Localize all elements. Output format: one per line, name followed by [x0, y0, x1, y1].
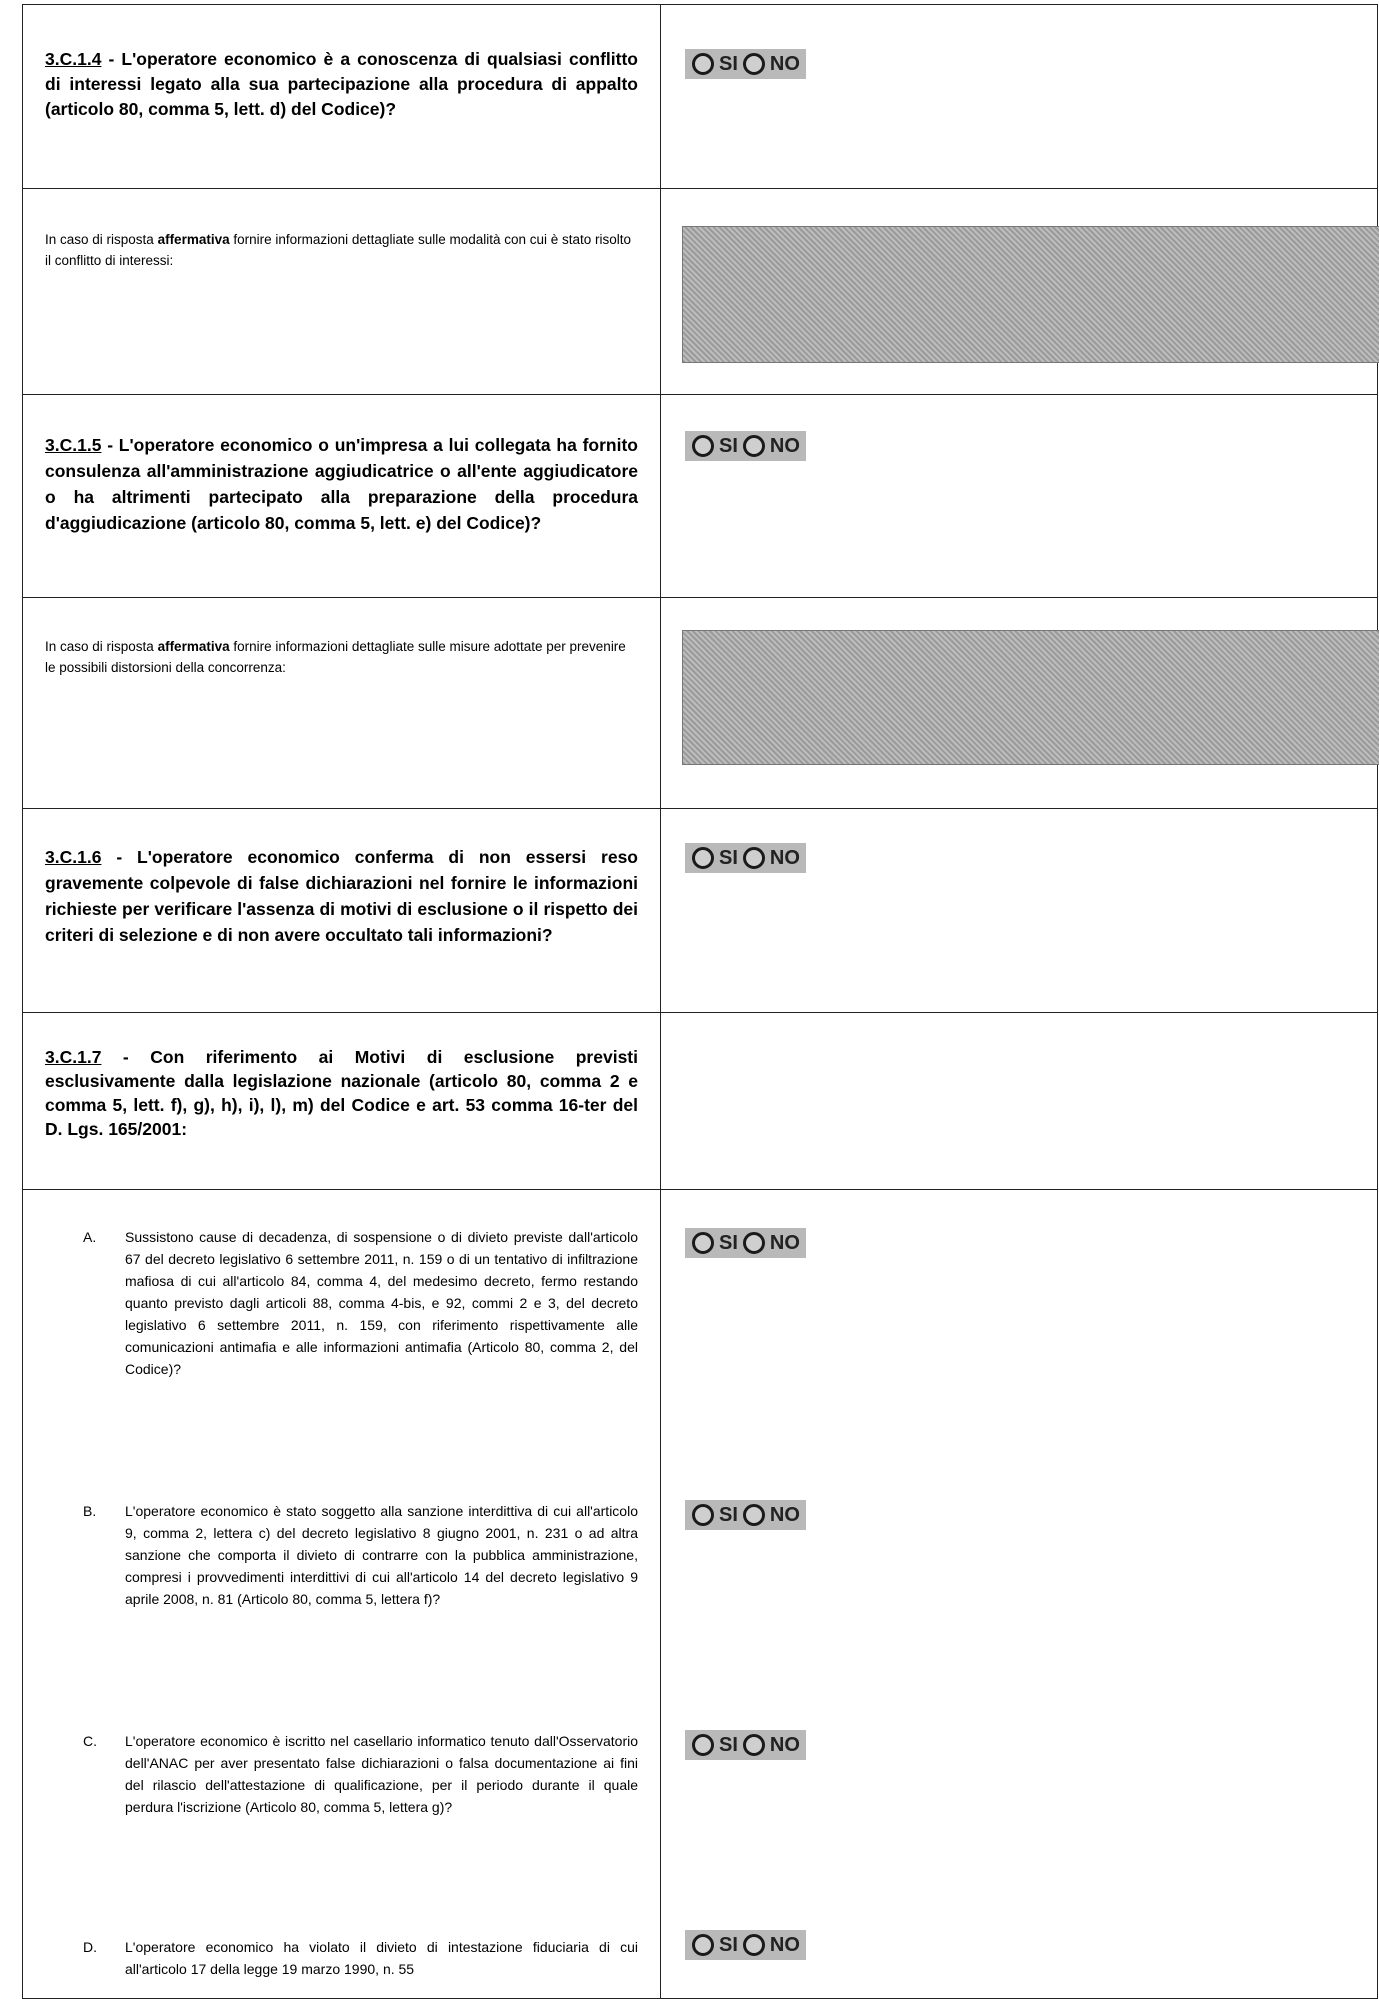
- question-cell: [23, 189, 661, 395]
- si-label: SI: [719, 846, 738, 869]
- answer-cell: [661, 5, 1378, 189]
- si-no-selector: [685, 843, 806, 873]
- dgue-form-table: [22, 4, 1378, 1999]
- detail-suffix: fornire informazioni dettagliate sulle misure adottate per prevenire le possibili distorsioni della concorrenza:: [45, 639, 626, 675]
- question-code: 3.C.1.6: [45, 847, 102, 867]
- detail-instruction: [45, 636, 638, 678]
- list-item-d: [23, 1936, 638, 1980]
- answer-cell: [661, 598, 1378, 809]
- si-label: SI: [719, 1503, 738, 1526]
- row-3c14: [23, 5, 1378, 189]
- question-text: - L'operatore economico conferma di non essersi reso gravemente colpevole di false dichiarazioni nel fornire le informazioni richieste per verificare l'assenza di motivi di esclusione o il rispetto dei criteri di selezione e di non avere occultato tali informazioni?: [45, 847, 638, 945]
- row-3c15-detail: [23, 598, 1378, 809]
- no-label: NO: [769, 1231, 800, 1254]
- si-radio[interactable]: [692, 847, 714, 869]
- list-item-b: [23, 1500, 638, 1610]
- no-radio[interactable]: [743, 1934, 765, 1956]
- question-text: - Con riferimento ai Motivi di esclusione previsti esclusivamente dalla legislazione nazionale (articolo 80, comma 2 e comma 5, lett. f), g), h), i), l), m) del Codice e art. 53 comma 16-ter del D. Lgs. 165/2001:: [45, 1047, 638, 1139]
- no-label: NO: [769, 1503, 800, 1526]
- si-radio[interactable]: [692, 435, 714, 457]
- question-3c16: [45, 844, 638, 948]
- no-label: NO: [769, 846, 800, 869]
- question-code: 3.C.1.5: [45, 435, 102, 455]
- si-radio[interactable]: [692, 1504, 714, 1526]
- row-3c17: [23, 1013, 1378, 1190]
- si-radio[interactable]: [692, 1232, 714, 1254]
- no-label: NO: [769, 1933, 800, 1956]
- detail-textarea[interactable]: [682, 630, 1379, 765]
- no-radio[interactable]: [743, 53, 765, 75]
- question-3c15: [45, 432, 638, 536]
- question-cell: [23, 809, 661, 1013]
- question-3c17: [45, 1045, 638, 1141]
- question-cell: [23, 1013, 661, 1190]
- list-item-c: [23, 1730, 638, 1818]
- si-no-selector-d: [685, 1930, 806, 1960]
- detail-textarea[interactable]: [682, 226, 1379, 363]
- si-radio[interactable]: [692, 1934, 714, 1956]
- answer-cell: [661, 809, 1378, 1013]
- row-3c15: [23, 395, 1378, 598]
- question-code: 3.C.1.4: [45, 49, 102, 69]
- question-text: - L'operatore economico o un'impresa a lui collegata ha fornito consulenza all'amministrazione aggiudicatrice o all'ente aggiudicatore o ha altrimenti partecipato alla preparazione della procedura d'aggiudicazione (articolo 80, comma 5, lett. e) del Codice)?: [45, 435, 638, 533]
- si-no-selector: [685, 49, 806, 79]
- answer-cell: [661, 1013, 1378, 1190]
- no-label: NO: [769, 1733, 800, 1756]
- item-letter: B.: [83, 1503, 97, 1519]
- answer-cell: [661, 1190, 1378, 1999]
- list-item-a: [23, 1226, 638, 1380]
- si-label: SI: [719, 434, 738, 457]
- question-text: - L'operatore economico è a conoscenza di qualsiasi conflitto di interessi legato alla sua partecipazione alla procedura di appalto (articolo 80, comma 5, lett. d) del Codice)?: [45, 49, 638, 119]
- item-letter: C.: [83, 1733, 97, 1749]
- no-radio[interactable]: [743, 435, 765, 457]
- no-radio[interactable]: [743, 1504, 765, 1526]
- si-label: SI: [719, 1733, 738, 1756]
- no-radio[interactable]: [743, 1232, 765, 1254]
- item-text: L'operatore economico ha violato il divieto di intestazione fiduciaria di cui all'articolo 17 della legge 19 marzo 1990, n. 55: [125, 1939, 638, 1977]
- si-label: SI: [719, 52, 738, 75]
- si-radio[interactable]: [692, 53, 714, 75]
- question-cell: [23, 395, 661, 598]
- answer-cell: [661, 189, 1378, 395]
- item-letter: D.: [83, 1939, 97, 1955]
- item-text: L'operatore economico è iscritto nel casellario informatico tenuto dall'Osservatorio dell'ANAC per aver presentato false dichiarazioni o falsa documentazione ai fini del rilascio dell'attestazione di qualificazione, per il periodo durante il quale perdura l'iscrizione (Articolo 80, comma 5, lettera g)?: [125, 1733, 638, 1815]
- no-label: NO: [769, 52, 800, 75]
- item-text: L'operatore economico è stato soggetto alla sanzione interdittiva di cui all'articolo 9, comma 2, lettera c) del decreto legislativo 8 giugno 2001, n. 231 o ad altra sanzione che comporta il divieto di contrarre con la pubblica amministrazione, compresi i provvedimenti interdittivi di cui all'articolo 14 del decreto legislativo 9 aprile 2008, n. 81 (Articolo 80, comma 5, lettera f)?: [125, 1503, 638, 1607]
- si-no-selector-c: [685, 1730, 806, 1760]
- item-text: Sussistono cause di decadenza, di sospensione o di divieto previste dall'articolo 67 del decreto legislativo 6 settembre 2011, n. 159 o di un tentativo di infiltrazione mafiosa di cui all'articolo 84, comma 4, del medesimo decreto, fermo restando quanto previsto dagli articoli 88, comma 4-bis, e 92, commi 2 e 3, del decreto legislativo 6 settembre 2011, n. 159, con riferimento rispettivamente alle comunicazioni antimafia e alle informazioni antimafia (Articolo 80, comma 2, del Codice)?: [125, 1229, 638, 1377]
- question-cell: [23, 5, 661, 189]
- answer-cell: [661, 395, 1378, 598]
- row-3c17-items: [23, 1190, 1378, 1999]
- item-letter: A.: [83, 1229, 97, 1245]
- detail-instruction: [45, 229, 638, 271]
- question-cell: [23, 1190, 661, 1999]
- question-3c14: [45, 47, 638, 122]
- si-no-selector: [685, 431, 806, 461]
- si-radio[interactable]: [692, 1734, 714, 1756]
- question-cell: [23, 598, 661, 809]
- question-code: 3.C.1.7: [45, 1047, 102, 1067]
- row-3c14-detail: [23, 189, 1378, 395]
- detail-bold: affermativa: [157, 232, 230, 247]
- row-3c16: [23, 809, 1378, 1013]
- detail-suffix: fornire informazioni dettagliate sulle modalità con cui è stato risolto il conflitto di interessi:: [45, 232, 632, 268]
- detail-prefix: In caso di risposta: [45, 639, 158, 654]
- si-no-selector-a: [685, 1228, 806, 1258]
- detail-bold: affermativa: [157, 639, 230, 654]
- si-no-selector-b: [685, 1500, 806, 1530]
- no-radio[interactable]: [743, 1734, 765, 1756]
- no-radio[interactable]: [743, 847, 765, 869]
- si-label: SI: [719, 1231, 738, 1254]
- detail-prefix: In caso di risposta: [45, 232, 158, 247]
- si-label: SI: [719, 1933, 738, 1956]
- no-label: NO: [769, 434, 800, 457]
